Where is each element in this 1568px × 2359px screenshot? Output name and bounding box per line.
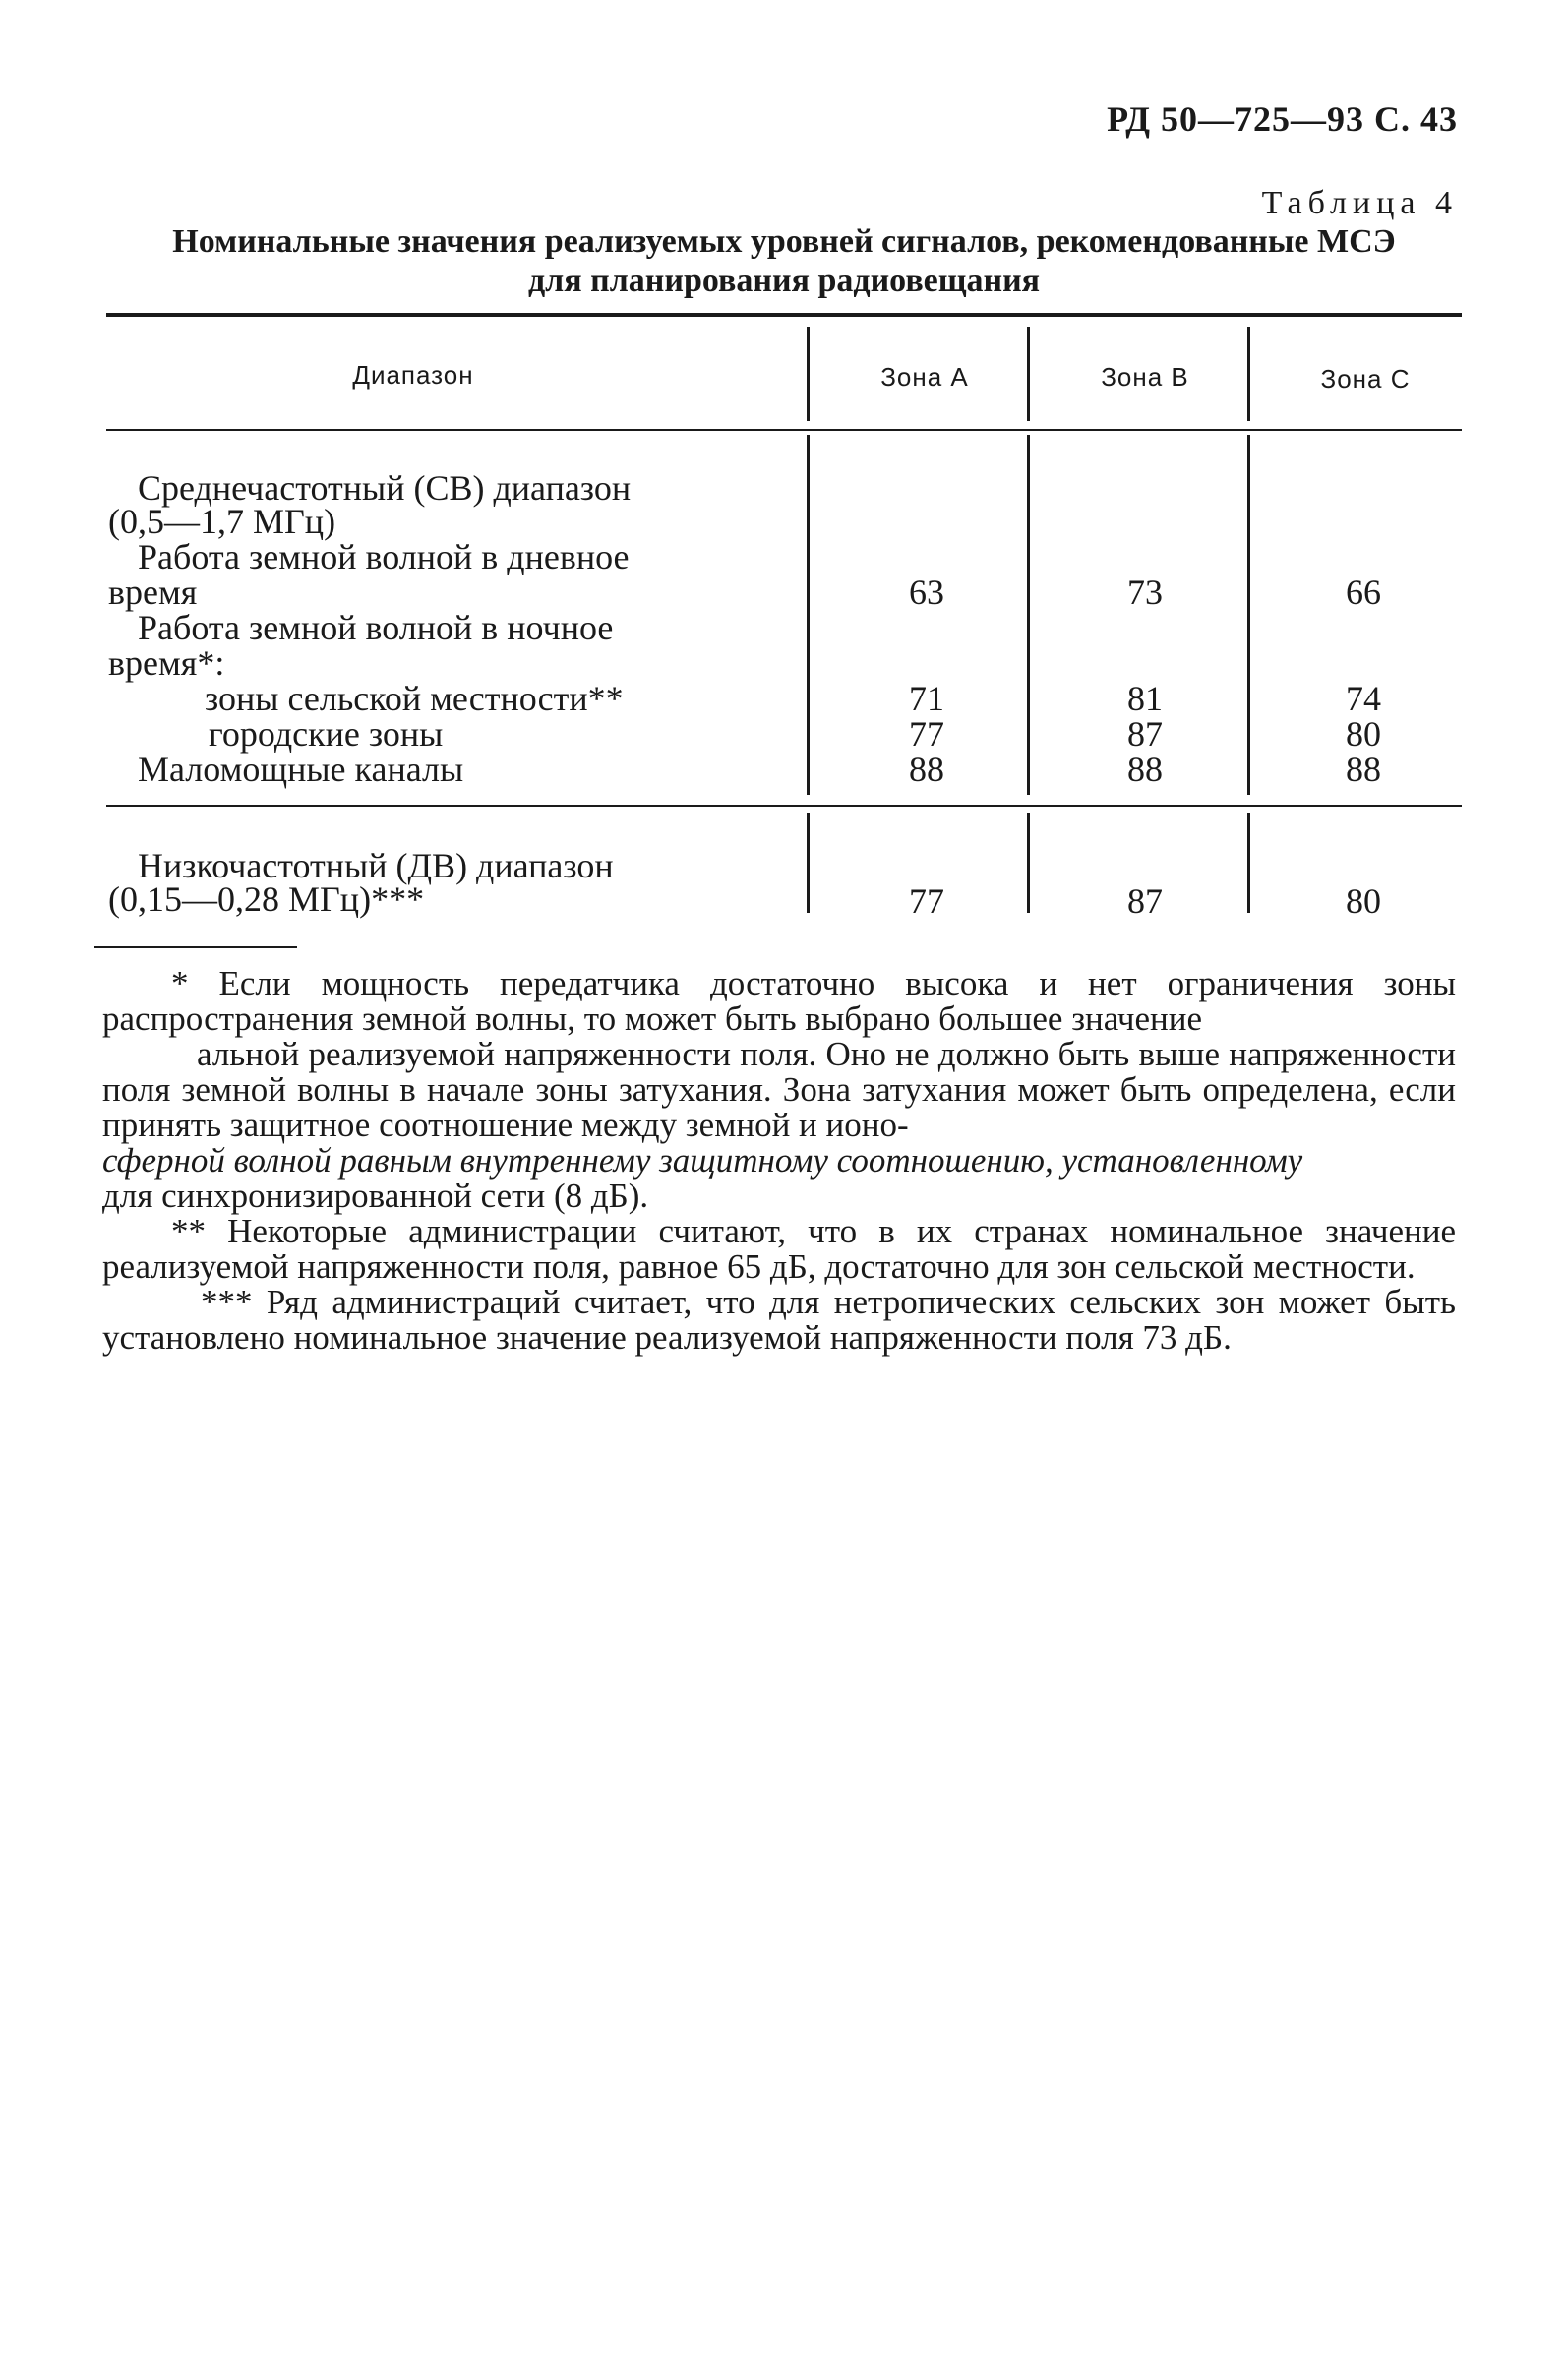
cell-day-zone-b: 73 bbox=[1127, 573, 1163, 612]
column-divider bbox=[1027, 435, 1030, 795]
group-separator-rule bbox=[106, 805, 1462, 807]
column-divider bbox=[807, 813, 810, 913]
column-header-range: Диапазон bbox=[352, 360, 474, 390]
footnote-2: ** Некоторые администрации считают, что в их странах номинальное значение реализуемой напряженности поля, равное 65 дБ, достаточно для зон сельской местности. bbox=[102, 1212, 1456, 1286]
night-groundwave-label-cont: время*: bbox=[108, 643, 225, 683]
night-groundwave-label: Работа земной волной в ночное bbox=[138, 608, 614, 647]
cell-day-zone-a: 63 bbox=[909, 573, 944, 612]
cell-lowpower-zone-a: 88 bbox=[909, 750, 944, 789]
cell-lw-zone-a: 77 bbox=[909, 881, 944, 921]
mw-range-label: Среднечастотный (СВ) диапазон bbox=[138, 468, 632, 508]
table-title-line2: для планирования радиовещания bbox=[527, 263, 1041, 299]
footnote-1-cont: альной реализуемой напряженности поля. Оно не должно быть выше напряженности поля земной волны в начале зоны затухания. Зона затухания может быть определена, если принять защитное соотношение между земной и ионо- bbox=[102, 1035, 1456, 1144]
column-header-zone-a: Зона А bbox=[880, 362, 969, 392]
cell-rural-zone-c: 74 bbox=[1346, 679, 1381, 718]
footnote-1-end: для синхронизированной сети (8 дБ). bbox=[102, 1177, 649, 1215]
cell-lowpower-zone-c: 88 bbox=[1346, 750, 1381, 789]
table-top-rule bbox=[106, 313, 1462, 317]
page-header: РД 50—725—93 С. 43 bbox=[1107, 99, 1458, 139]
low-power-label: Маломощные каналы bbox=[138, 750, 464, 789]
cell-rural-zone-a: 71 bbox=[909, 679, 944, 718]
footnote-1: * Если мощность передатчика достаточно высока и нет ограничения зоны распространения земной волны, то может быть выбрано большее значение bbox=[102, 964, 1456, 1038]
footnote-1-italic: сферной волной равным внутреннему защитному соотношению, установленному bbox=[102, 1141, 1303, 1180]
day-groundwave-label: Работа земной волной в дневное bbox=[138, 537, 630, 576]
mw-range-frequency: (0,5—1,7 МГц) bbox=[108, 502, 336, 541]
lw-range-frequency: (0,15—0,28 МГц)*** bbox=[108, 879, 425, 919]
column-divider bbox=[807, 327, 810, 421]
column-divider bbox=[1027, 813, 1030, 913]
column-divider bbox=[1247, 813, 1250, 913]
cell-urban-zone-a: 77 bbox=[909, 714, 944, 754]
rural-zones-label: зоны сельской местности** bbox=[205, 679, 624, 718]
footnote-3: *** Ряд администраций считает, что для нетропических сельских зон может быть установлено номинальное значение реализуемой напряженности поля 73 дБ. bbox=[102, 1283, 1456, 1357]
cell-lowpower-zone-b: 88 bbox=[1127, 750, 1163, 789]
cell-lw-zone-b: 87 bbox=[1127, 881, 1163, 921]
column-header-zone-b: Зона В bbox=[1101, 362, 1189, 392]
header-bottom-rule bbox=[106, 429, 1462, 431]
day-groundwave-label-cont: время bbox=[108, 573, 198, 612]
cell-urban-zone-c: 80 bbox=[1346, 714, 1381, 754]
table-title: Номинальные значения реализуемых уровней сигналов, рекомендованные МСЭ bbox=[172, 223, 1396, 260]
cell-day-zone-c: 66 bbox=[1346, 573, 1381, 612]
cell-urban-zone-b: 87 bbox=[1127, 714, 1163, 754]
lw-range-label: Низкочастотный (ДВ) диапазон bbox=[138, 846, 614, 885]
column-header-zone-c: Зона С bbox=[1320, 364, 1411, 393]
urban-zones-label: городские зоны bbox=[209, 714, 444, 754]
column-divider bbox=[1247, 435, 1250, 795]
column-divider bbox=[807, 435, 810, 795]
cell-lw-zone-c: 80 bbox=[1346, 881, 1381, 921]
footnotes bbox=[102, 966, 1456, 1356]
footnote-separator bbox=[94, 946, 297, 948]
cell-rural-zone-b: 81 bbox=[1127, 679, 1163, 718]
table-number: Таблица 4 bbox=[1261, 185, 1458, 221]
